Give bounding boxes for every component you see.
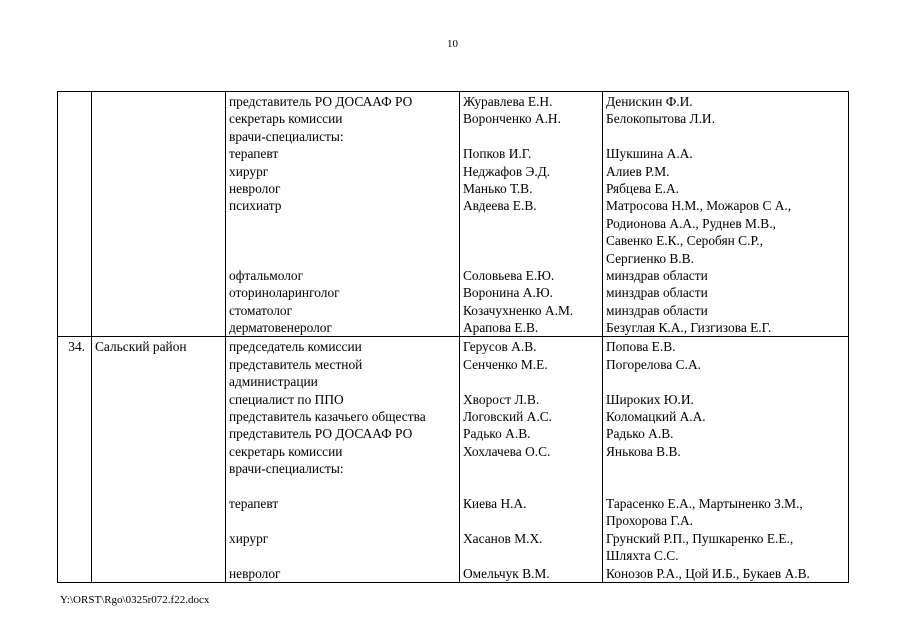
member-line: Киева Н.А.	[463, 495, 527, 511]
member-line: Авдеева Е.В.	[463, 198, 537, 214]
member-column-cell	[460, 337, 603, 582]
role-line: представитель РО ДОСААФ РО	[229, 94, 413, 109]
reserve-column-cell	[603, 92, 849, 337]
role-line: психиатр	[229, 198, 282, 214]
member-line	[463, 250, 599, 267]
role-column-cell	[226, 337, 460, 582]
member-line: Козачухненко А.М.	[463, 302, 574, 318]
reserve-line: Родионова А.А., Руднев М.В.,	[606, 215, 776, 231]
role-line: представитель РО ДОСААФ РО	[229, 426, 413, 442]
member-line: Сенченко М.Е.	[463, 356, 548, 372]
role-line	[229, 232, 456, 249]
role-line: секретарь комиссии	[229, 443, 343, 459]
member-column-cell	[460, 92, 603, 337]
reserve-line: Грунский Р.П., Пушкаренко Е.Е.,	[606, 530, 794, 546]
page-number: 10	[447, 38, 458, 50]
district-name	[92, 92, 226, 337]
table-row	[58, 92, 849, 337]
role-line: администрации	[229, 374, 318, 390]
member-line: Омельчук В.М.	[463, 565, 550, 581]
member-line	[463, 373, 599, 390]
reserve-line	[606, 128, 845, 145]
role-line: председатель комиссии	[229, 339, 362, 355]
member-line	[463, 547, 599, 564]
member-line: Логовский А.С.	[463, 409, 552, 425]
reserve-line: Радько А.В.	[606, 426, 674, 442]
reserve-line	[606, 460, 845, 477]
role-line: секретарь комиссии	[229, 111, 343, 127]
reserve-line: минздрав области	[606, 267, 708, 283]
reserve-line: Савенко Е.К., Серобян С.Р.,	[606, 233, 763, 249]
reserve-line: Белокопытова Л.И.	[606, 111, 715, 127]
role-line: невролог	[229, 565, 281, 581]
reserve-line: Прохорова Г.А.	[606, 513, 694, 529]
role-line: стоматолог	[229, 302, 293, 318]
reserve-line: Алиев Р.М.	[606, 163, 670, 179]
role-line: врачи-специалисты:	[229, 461, 344, 477]
role-line: специалист по ППО	[229, 391, 344, 407]
reserve-line: Рябцева Е.А.	[606, 180, 680, 196]
footer-file-path: Y:\ORST\Rgo\0325r072.f22.docx	[60, 594, 210, 606]
reserve-line: Шляхта С.С.	[606, 548, 679, 564]
table-row	[58, 337, 849, 582]
reserve-line: Тарасенко Е.А., Мартыненко З.М.,	[606, 495, 803, 511]
role-line: дерматовенеролог	[229, 320, 332, 336]
member-line	[463, 215, 599, 232]
reserve-line: минздрав области	[606, 285, 708, 301]
reserve-line: Коломацкий А.А.	[606, 409, 706, 425]
reserve-line: Сергиенко В.В.	[606, 250, 694, 266]
reserve-line: Матросова Н.М., Можаров С А.,	[606, 198, 792, 214]
role-column-cell	[226, 92, 460, 337]
role-line: представитель местной	[229, 356, 363, 372]
commission-table	[57, 91, 849, 583]
member-line: Манько Т.В.	[463, 180, 533, 196]
role-line: хирург	[229, 530, 269, 546]
role-line	[229, 547, 456, 564]
member-line: Воронина А.Ю.	[463, 285, 553, 301]
member-line: Соловьева Е.Ю.	[463, 267, 555, 283]
member-line	[463, 460, 599, 477]
role-line: терапевт	[229, 146, 279, 162]
member-line: Попков И.Г.	[463, 146, 532, 162]
role-line	[229, 250, 456, 267]
row-number: 34.	[58, 337, 92, 582]
member-line: Радько А.В.	[463, 426, 531, 442]
reserve-column-cell	[603, 337, 849, 582]
role-line	[229, 215, 456, 232]
reserve-line: Шукшина А.А.	[606, 146, 693, 162]
member-line: Хохлачева О.С.	[463, 443, 551, 459]
reserve-line: Конозов Р.А., Цой И.Б., Букаев А.В.	[606, 565, 810, 581]
reserve-line: Попова Е.В.	[606, 339, 676, 355]
role-line	[229, 478, 456, 495]
reserve-line	[606, 478, 845, 495]
member-line: Герусов А.В.	[463, 339, 537, 355]
member-line	[463, 232, 599, 249]
reserve-line	[606, 373, 845, 390]
role-line: врачи-специалисты:	[229, 128, 344, 144]
member-line: Воронченко А.Н.	[463, 111, 561, 127]
member-line: Журавлева Е.Н.	[463, 94, 553, 109]
reserve-line: Погорелова С.А.	[606, 356, 701, 372]
table-body	[58, 92, 849, 583]
reserve-line: минздрав области	[606, 302, 708, 318]
role-line: офтальмолог	[229, 267, 304, 283]
member-line	[463, 478, 599, 495]
role-line: невролог	[229, 180, 281, 196]
district-name: Сальский район	[92, 337, 226, 582]
reserve-line: Широких Ю.И.	[606, 391, 694, 407]
member-line: Арапова Е.В.	[463, 320, 539, 336]
role-line: оториноларинголог	[229, 285, 340, 301]
member-line: Неджафов Э.Д.	[463, 163, 551, 179]
role-line	[229, 512, 456, 529]
member-line	[463, 512, 599, 529]
reserve-line: Безуглая К.А., Гизгизова Е.Г.	[606, 320, 772, 336]
member-line: Хасанов М.Х.	[463, 530, 543, 546]
role-line: хирург	[229, 163, 269, 179]
reserve-line: Янькова В.В.	[606, 443, 681, 459]
role-line: представитель казачьего общества	[229, 409, 426, 425]
reserve-line: Денискин Ф.И.	[606, 94, 693, 109]
role-line: терапевт	[229, 495, 279, 511]
member-line	[463, 128, 599, 145]
member-line: Хворост Л.В.	[463, 391, 540, 407]
row-number	[58, 92, 92, 337]
